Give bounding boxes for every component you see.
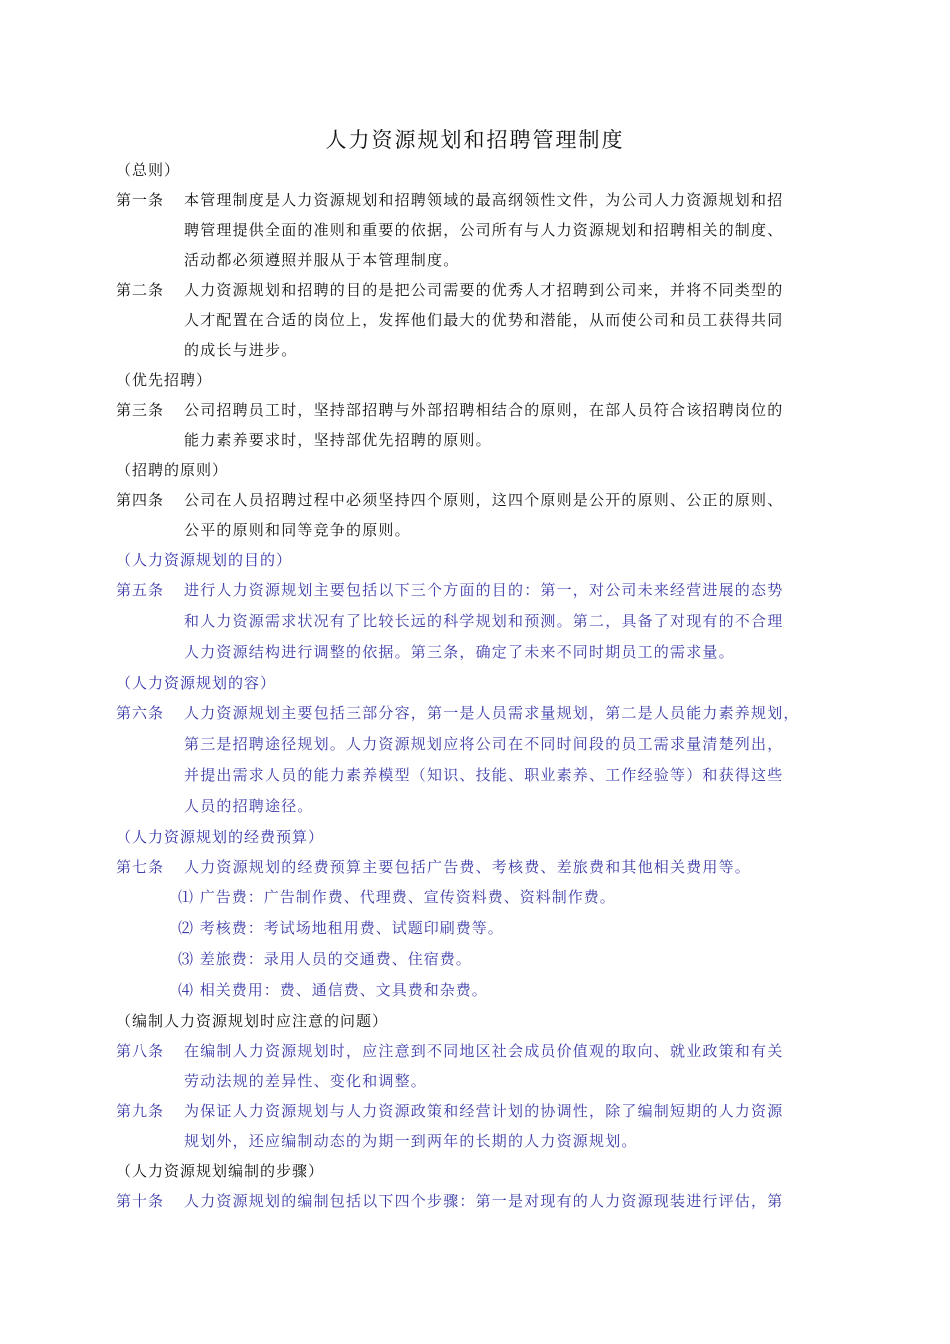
document-title: 人力资源规划和招聘管理制度	[325, 128, 625, 152]
list-item: ⑷ 相关费用：费、通信费、文具费和杂费。	[178, 981, 488, 999]
article-text-line: 规划外，还应编制动态的为期一到两年的长期的人力资源规划。	[184, 1132, 638, 1150]
article-text: 人力资源规划主要包括三部分容，第一是人员需求量规划，第二是人员能力素养规划，	[184, 704, 800, 722]
article-number: 第十条	[116, 1192, 165, 1210]
article-text-line: 人才配置在合适的岗位上，发挥他们最大的优势和潜能，从而使公司和员工获得共同	[184, 311, 784, 329]
article	[116, 698, 832, 729]
article	[116, 395, 832, 425]
section-heading: （优先招聘）	[116, 371, 213, 389]
article-text-line: 聘管理提供全面的准则和重要的依据，公司所有与人力资源规划和招聘相关的制度、	[184, 221, 784, 239]
article	[116, 1186, 832, 1216]
article-number: 第五条	[116, 581, 165, 599]
article-number: 第四条	[116, 491, 165, 509]
list-item: ⑴ 广告费：广告制作费、代理费、宣传资料费、资料制作费。	[178, 888, 616, 906]
section-heading: （人力资源规划编制的步骤）	[116, 1162, 325, 1180]
section-heading: （总则）	[116, 161, 181, 179]
article-number: 第三条	[116, 401, 165, 419]
article-number: 第一条	[116, 191, 165, 209]
article-text-line: 活动都必须遵照并服从于本管理制度。	[184, 251, 460, 269]
article-text-line: 人员的招聘途径。	[184, 797, 314, 815]
article-number: 第六条	[116, 704, 165, 722]
section-heading: （编制人力资源规划时应注意的问题）	[116, 1012, 389, 1030]
article-text-line: 公平的原则和同等竞争的原则。	[184, 521, 411, 539]
article-text-line: 能力素养要求时，坚持部优先招聘的原则。	[184, 431, 492, 449]
list-item: ⑵ 考核费：考试场地租用费、试题印刷费等。	[178, 919, 504, 937]
article	[116, 1036, 832, 1066]
article	[116, 1096, 832, 1126]
article-text: 人力资源规划和招聘的目的是把公司需要的优秀人才招聘到公司来，并将不同类型的	[184, 281, 784, 299]
document-body	[116, 155, 832, 1216]
article	[116, 575, 832, 606]
article-text-line: 人力资源结构进行调整的依据。第三条，确定了未来不同时期员工的需求量。	[184, 643, 735, 661]
article-text: 公司招聘员工时，坚持部招聘与外部招聘相结合的原则，在部人员符合该招聘岗位的	[184, 401, 784, 419]
article	[116, 852, 832, 882]
article-text: 在编制人力资源规划时，应注意到不同地区社会成员价值观的取向、就业政策和有关	[184, 1042, 784, 1060]
article-number: 第八条	[116, 1042, 165, 1060]
article	[116, 485, 832, 515]
article-text: 公司在人员招聘过程中必须坚持四个原则，这四个原则是公开的原则、公正的原则、	[184, 491, 784, 509]
article-text-line: 第三是招聘途径规划。人力资源规划应将公司在不同时间段的员工需求量清楚列出，	[184, 735, 784, 753]
article-text-line: 和人力资源需求状况有了比较长远的科学规划和预测。第二，具备了对现有的不合理	[184, 612, 784, 630]
article-text: 进行人力资源规划主要包括以下三个方面的目的：第一，对公司未来经营进展的态势	[184, 581, 784, 599]
section-heading: （人力资源规划的容）	[116, 674, 277, 692]
section-heading: （招聘的原则）	[116, 461, 229, 479]
article-text: 人力资源规划的经费预算主要包括广告费、考核费、差旅费和其他相关费用等。	[184, 858, 752, 876]
section-heading: （人力资源规划的经费预算）	[116, 828, 325, 846]
article	[116, 275, 832, 305]
section-heading: （人力资源规划的目的）	[116, 551, 293, 569]
article-text: 为保证人力资源规划与人力资源政策和经营计划的协调性，除了编制短期的人力资源	[184, 1102, 784, 1120]
article-text: 人力资源规划的编制包括以下四个步骤：第一是对现有的人力资源现装进行评估，第	[184, 1192, 784, 1210]
article-number: 第九条	[116, 1102, 165, 1120]
article-text: 本管理制度是人力资源规划和招聘领域的最高纲领性文件，为公司人力资源规划和招	[184, 191, 784, 209]
list-item: ⑶ 差旅费：录用人员的交通费、住宿费。	[178, 950, 472, 968]
article-text-line: 的成长与进步。	[184, 341, 298, 359]
article-text-line: 并提出需求人员的能力素养模型（知识、技能、职业素养、工作经验等）和获得这些	[184, 766, 784, 784]
article-text-line: 劳动法规的差异性、变化和调整。	[184, 1072, 428, 1090]
article-number: 第二条	[116, 281, 165, 299]
article	[116, 185, 832, 215]
article-number: 第七条	[116, 858, 165, 876]
